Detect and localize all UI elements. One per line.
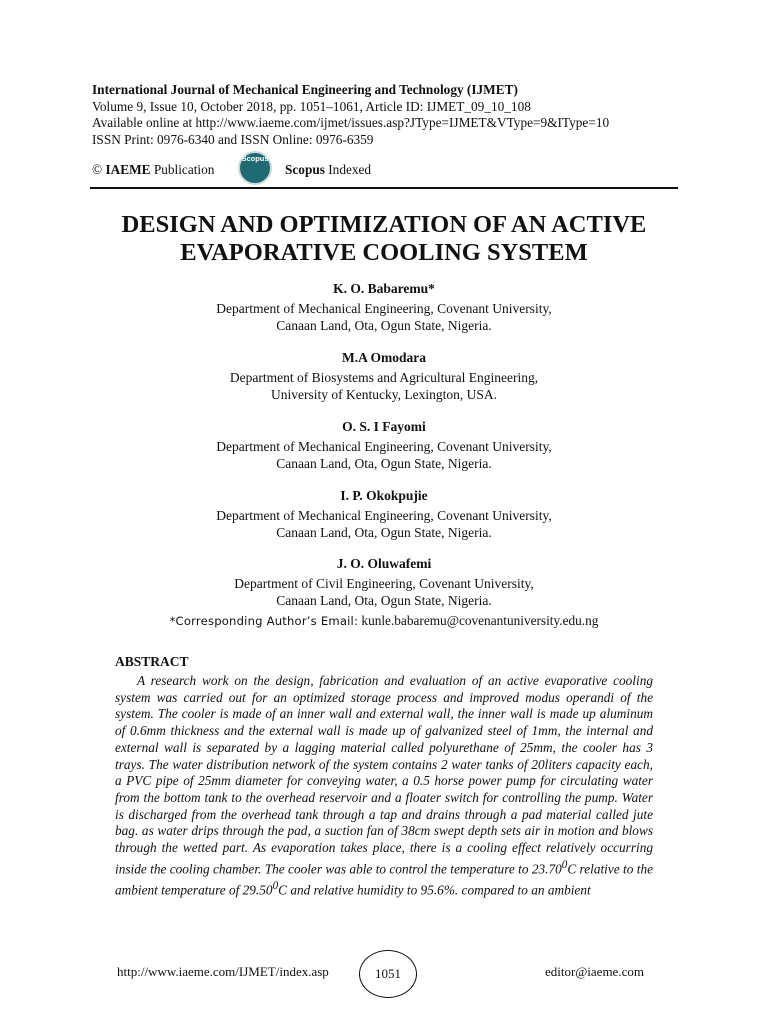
paper-title: [84, 211, 684, 267]
scopus-name: Scopus: [285, 162, 325, 177]
author-affiliation: University of Kentucky, Lexington, USA.: [271, 386, 497, 402]
author-block: [84, 488, 684, 541]
abstract-body: [115, 673, 653, 899]
available-online-line: Available online at http://www.iaeme.com/ijmet/issues.asp?JType=IJMET&VType=9&IType=10: [92, 115, 610, 131]
author-name: O. S. I Fayomi: [342, 419, 426, 434]
scopus-suffix: Indexed: [328, 162, 372, 177]
scopus-logo-icon: [238, 151, 272, 185]
scopus-logo-text: Scopus: [241, 154, 269, 163]
author-block: [84, 556, 684, 609]
author-name: M.A Omodara: [342, 350, 426, 365]
degree-superscript: 0: [272, 879, 279, 892]
copyright-symbol: ©: [92, 162, 103, 177]
corresponding-label: *Corresponding Author’s Email:: [169, 614, 359, 628]
author-name: K. O. Babaremu*: [333, 281, 435, 296]
header-divider: [90, 187, 678, 189]
publisher-label: [92, 162, 214, 178]
footer-email[interactable]: editor@iaeme.com: [545, 964, 644, 979]
degree-superscript: 0: [561, 858, 568, 871]
author-affiliation: Canaan Land, Ota, Ogun State, Nigeria.: [276, 592, 492, 608]
abstract-text: A research work on the design, fabrication and evaluation of an active evaporative cooling system was carried out for an optimized storage process and improved modus operandi of the system. The cooler is made of an inner wall and external wall, the inner wall is made up aluminum of 0.6mm thickness and the external wall is made up of galvanized steel of 1mm, the internal and external wall is separated by a lagging material called polyurethane of 25mm, the cooler has 3 trays. The water distribution network of the system contains 2 water tanks of 20liters capacity each, a PVC pipe of 25mm diameter for conveying water, a 0.5 horse power pump for circulating water from the bottom tank to the overhead reservoir and a floater switch for controlling the pump. Water is discharged from the overhead tank through a tap and drains through a pad material called jute bag. as water drips through the pad, a suction fan of 38cm swept depth sets air in motion and blows through the wetted part. As evaporation takes place, there is a cooling effect relatively occurring inside the cooling chamber. The cooler was able to control the temperature to 23.70: [115, 673, 653, 877]
publisher-name: IAEME: [105, 162, 151, 177]
page-number: 1051: [359, 950, 417, 998]
author-affiliation: Department of Mechanical Engineering, Covenant University,: [216, 507, 552, 523]
author-name: J. O. Oluwafemi: [336, 556, 432, 571]
author-affiliation: Canaan Land, Ota, Ogun State, Nigeria.: [276, 317, 492, 333]
scopus-indexed-label: [285, 162, 371, 178]
issn-line: ISSN Print: 0976-6340 and ISSN Online: 0976-6359: [92, 131, 374, 147]
journal-header: [92, 82, 692, 148]
footer-url[interactable]: http://www.iaeme.com/IJMET/index.asp: [117, 964, 329, 979]
author-block: [84, 419, 684, 472]
author-affiliation: Department of Civil Engineering, Covenant University,: [234, 575, 534, 591]
author-affiliation: Department of Mechanical Engineering, Covenant University,: [216, 438, 552, 454]
author-block: [84, 350, 684, 403]
publisher-suffix: Publication: [153, 162, 215, 177]
title-line-2: EVAPORATIVE COOLING SYSTEM: [180, 239, 588, 266]
abstract-heading: ABSTRACT: [115, 654, 189, 669]
abstract-text: C and relative humidity to 95.6%. compared to an ambient: [278, 882, 591, 898]
publisher-row: [92, 151, 692, 189]
author-block: [84, 281, 684, 334]
author-affiliation: Canaan Land, Ota, Ogun State, Nigeria.: [276, 455, 492, 471]
volume-line: Volume 9, Issue 10, October 2018, pp. 1051–1061, Article ID: IJMET_09_10_108: [92, 98, 531, 114]
author-affiliation: Department of Mechanical Engineering, Covenant University,: [216, 300, 552, 316]
journal-title: International Journal of Mechanical Engineering and Technology (IJMET): [92, 82, 518, 97]
corresponding-email[interactable]: kunle.babaremu@covenantuniversity.edu.ng: [361, 613, 599, 628]
corresponding-author: [84, 613, 684, 629]
author-name: I. P. Okokpujie: [340, 488, 428, 503]
title-line-1: DESIGN AND OPTIMIZATION OF AN ACTIVE: [121, 211, 647, 238]
abstract-text: C relative to the ambient temperature of 29.50: [115, 861, 653, 898]
author-affiliation: Canaan Land, Ota, Ogun State, Nigeria.: [276, 524, 492, 540]
author-affiliation: Department of Biosystems and Agricultural Engineering,: [229, 369, 539, 385]
